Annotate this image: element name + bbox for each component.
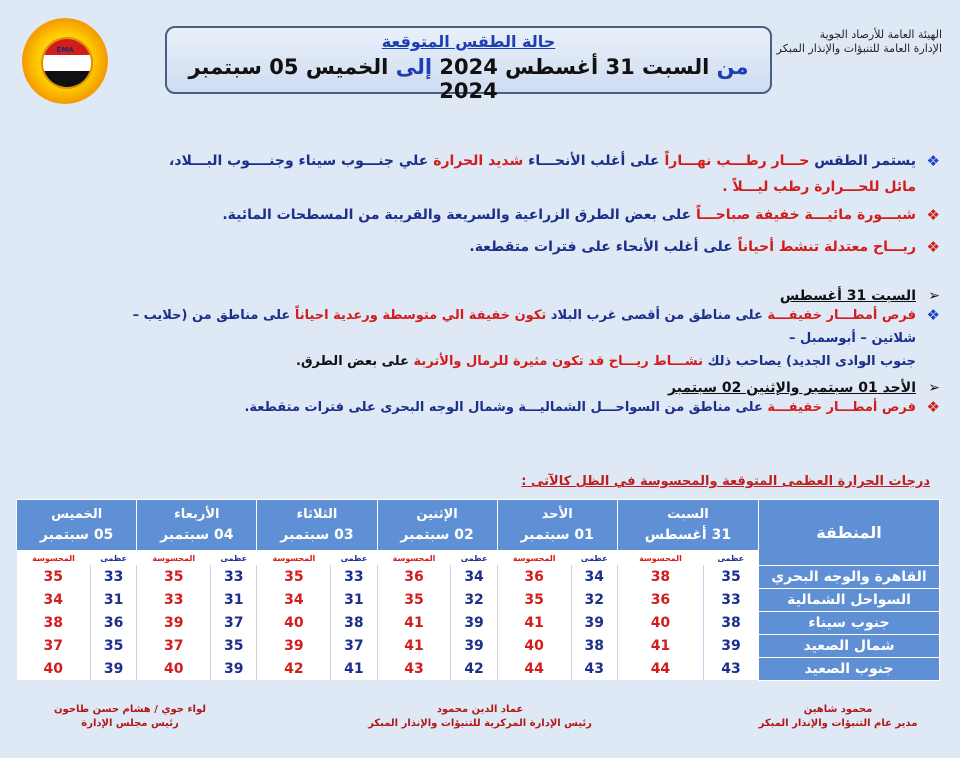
region-name: جنوب سيناء — [759, 611, 940, 634]
day1-rain — [100, 304, 940, 373]
text: على أغلب الأنحاء على فترات متقطعة. — [469, 239, 733, 255]
feel-temp-cell: 44 — [617, 657, 703, 680]
max-label: عظمى — [331, 551, 377, 566]
day2-rain — [100, 396, 940, 419]
signature-2 — [330, 703, 630, 731]
signature-role: رئيس مجلس الإدارة — [81, 718, 179, 729]
day-header — [377, 500, 497, 551]
max-temp-cell: 35 — [211, 634, 257, 657]
region-header: المنطقة — [759, 500, 940, 566]
text: على مناطق من أقصى غرب البلاد — [550, 308, 763, 323]
region-name: شمال الصعيد — [759, 634, 940, 657]
region-name: السواحل الشمالية — [759, 588, 940, 611]
feel-temp-cell: 33 — [137, 588, 211, 611]
feel-temp-cell: 41 — [377, 611, 451, 634]
day-date: 05 سبتمبر — [39, 527, 114, 543]
max-temp-cell: 39 — [451, 634, 497, 657]
feel-temp-cell: 36 — [377, 565, 451, 588]
max-temp-cell: 43 — [704, 657, 759, 680]
text: على بعض الطرق. — [296, 354, 409, 369]
max-temp-cell: 34 — [451, 565, 497, 588]
agency-name: الهيئة العامة للأرصاد الجوية — [819, 28, 942, 41]
table-row — [17, 565, 940, 588]
table-row — [17, 611, 940, 634]
feel-temp-cell: 36 — [617, 588, 703, 611]
feel-label: المحسوسة — [257, 551, 331, 566]
feel-temp-cell: 35 — [377, 588, 451, 611]
text: يستمر الطقس — [814, 153, 916, 169]
max-temp-cell: 38 — [331, 611, 377, 634]
feel-temp-cell: 34 — [17, 588, 91, 611]
day1-heading — [100, 288, 940, 304]
day2-heading — [100, 380, 940, 396]
arrow-bullet-icon: ➢ — [928, 288, 940, 304]
day2-section — [100, 380, 940, 419]
table-row — [17, 588, 940, 611]
feel-temp-cell: 35 — [17, 565, 91, 588]
range-end: الخميس 05 سبتمبر 2024 — [188, 55, 498, 103]
feel-temp-cell: 44 — [497, 657, 571, 680]
max-temp-cell: 31 — [211, 588, 257, 611]
diamond-bullet-icon: ❖ — [926, 398, 940, 416]
day-header — [137, 500, 257, 551]
text: تكون خفيفة الي متوسطة ورعدية احياناً — [294, 308, 547, 323]
agency-department: الإدارة العامة للتنبؤات والإنذار المبكر — [776, 42, 942, 55]
signature-role: مدير عام التنبؤات والإنذار المبكر — [758, 718, 918, 729]
feel-temp-cell: 35 — [497, 588, 571, 611]
bullet-wind — [100, 234, 940, 260]
text: ريـــاح معتدلة تنشط أحياناً — [737, 239, 916, 255]
text: جنوب الوادى الجديد) يصاحب ذلك — [707, 354, 916, 369]
diamond-bullet-icon: ❖ — [926, 306, 940, 324]
range-start: السبت 31 أغسطس 2024 — [439, 55, 710, 79]
max-label: عظمى — [571, 551, 617, 566]
feel-temp-cell: 43 — [377, 657, 451, 680]
bullet-heat — [100, 148, 940, 200]
feel-temp-cell: 38 — [617, 565, 703, 588]
max-temp-cell: 33 — [211, 565, 257, 588]
day-name: الثلاثاء — [296, 507, 338, 522]
signature-name: لواء جوي / هشام حسن طاحون — [53, 704, 207, 715]
text: على بعض الطرق الزراعية والسريعة والقريبة من المسطحات المائية. — [222, 207, 692, 223]
max-temp-cell: 39 — [571, 611, 617, 634]
max-temp-cell: 37 — [331, 634, 377, 657]
day-name: الإثنين — [416, 507, 458, 522]
table-row — [17, 657, 940, 680]
max-temp-cell: 31 — [91, 588, 137, 611]
max-temp-cell: 43 — [571, 657, 617, 680]
feel-temp-cell: 36 — [497, 565, 571, 588]
text: علي جنـــوب سيناء وجنــــوب البـــلاد، — [169, 153, 429, 169]
day-date: 02 سبتمبر — [400, 527, 474, 543]
feel-temp-cell: 39 — [137, 611, 211, 634]
max-label: عظمى — [451, 551, 497, 566]
feel-temp-cell: 42 — [257, 657, 331, 680]
day-name: الأحد — [541, 507, 573, 522]
general-forecast — [100, 148, 940, 260]
feel-label: المحسوسة — [137, 551, 211, 566]
max-temp-cell: 42 — [451, 657, 497, 680]
max-temp-cell: 34 — [571, 565, 617, 588]
feel-label: المحسوسة — [17, 551, 91, 566]
day-date: 31 أغسطس — [644, 527, 732, 543]
max-label: عظمى — [91, 551, 137, 566]
max-temp-cell: 39 — [704, 634, 759, 657]
text: مائل للحـــرارة رطب ليـــلاً . — [722, 179, 916, 195]
max-temp-cell: 33 — [331, 565, 377, 588]
day-header — [257, 500, 377, 551]
date-range — [167, 55, 770, 103]
bullet-fog — [100, 202, 940, 228]
logo-flag — [41, 37, 93, 89]
region-name: جنوب الصعيد — [759, 657, 940, 680]
feel-temp-cell: 41 — [377, 634, 451, 657]
feel-temp-cell: 35 — [257, 565, 331, 588]
max-temp-cell: 38 — [571, 634, 617, 657]
feel-temp-cell: 39 — [257, 634, 331, 657]
table-caption: درجات الحرارة العظمى المتوقعة والمحسوسة في الظل كالآتى : — [521, 474, 930, 489]
text: على أغلب الأنحـــاء — [528, 153, 660, 169]
feel-temp-cell: 34 — [257, 588, 331, 611]
max-temp-cell: 39 — [451, 611, 497, 634]
temperature-table — [16, 499, 940, 681]
range-connector: إلى — [395, 55, 433, 79]
max-label: عظمى — [211, 551, 257, 566]
max-temp-cell: 41 — [331, 657, 377, 680]
feel-temp-cell: 40 — [137, 657, 211, 680]
diamond-bullet-icon: ❖ — [926, 206, 940, 224]
text: على مناطق من (حلايب – شلاتين – أبوسمبل – — [132, 308, 916, 346]
text: حـــار رطـــب نهـــاراً — [664, 153, 810, 169]
max-temp-cell: 36 — [91, 611, 137, 634]
max-temp-cell: 35 — [91, 634, 137, 657]
text: السبت 31 أغسطس — [779, 288, 916, 304]
feel-temp-cell: 41 — [497, 611, 571, 634]
signature-name: محمود شاهين — [803, 704, 873, 715]
feel-label: المحسوسة — [497, 551, 571, 566]
signature-name: عماد الدين محمود — [436, 704, 524, 715]
arrow-bullet-icon: ➢ — [928, 380, 940, 396]
signature-role: رئيس الإدارة المركزية للتنبؤات والإنذار المبكر — [368, 718, 592, 729]
max-label: عظمى — [704, 551, 759, 566]
day-header — [617, 500, 758, 551]
diamond-bullet-icon: ❖ — [926, 238, 940, 256]
feel-temp-cell: 40 — [257, 611, 331, 634]
day-header — [17, 500, 137, 551]
max-temp-cell: 33 — [91, 565, 137, 588]
feel-label: المحسوسة — [377, 551, 451, 566]
feel-temp-cell: 40 — [617, 611, 703, 634]
text: فرص أمطـــار خفيفـــة — [767, 308, 916, 323]
feel-temp-cell: 40 — [17, 657, 91, 680]
max-temp-cell: 32 — [451, 588, 497, 611]
feel-temp-cell: 37 — [17, 634, 91, 657]
day-date: 04 سبتمبر — [160, 527, 234, 543]
table-row — [17, 634, 940, 657]
agency-header — [777, 28, 942, 56]
max-temp-cell: 39 — [91, 657, 137, 680]
title-box — [165, 26, 772, 103]
day-name: الأربعاء — [174, 507, 220, 522]
text: شبـــورة مائيـــة خفيفة صباحـــاً — [696, 207, 916, 223]
region-name: القاهرة والوجه البحري — [759, 565, 940, 588]
feel-temp-cell: 40 — [497, 634, 571, 657]
day-header — [497, 500, 617, 551]
feel-label: المحسوسة — [617, 551, 703, 566]
text: الأحد 01 سبتمبر والإثنين 02 سبتمبر — [668, 380, 916, 396]
max-temp-cell: 35 — [704, 565, 759, 588]
max-temp-cell: 31 — [331, 588, 377, 611]
max-temp-cell: 32 — [571, 588, 617, 611]
page-title: حالة الطقس المتوقعة — [381, 32, 556, 51]
max-temp-cell: 37 — [211, 611, 257, 634]
max-temp-cell: 38 — [704, 611, 759, 634]
feel-temp-cell: 37 — [137, 634, 211, 657]
max-temp-cell: 33 — [704, 588, 759, 611]
feel-temp-cell: 41 — [617, 634, 703, 657]
range-prefix: من — [716, 55, 749, 79]
day-name: السبت — [667, 507, 709, 522]
logo-text: EMA — [56, 46, 74, 54]
diamond-bullet-icon: ❖ — [926, 152, 940, 170]
signature-3 — [30, 703, 230, 731]
text: نشـــاط ريـــاح قد تكون مثيرة للرمال والأتربة — [413, 354, 704, 369]
day-date: 01 سبتمبر — [520, 527, 594, 543]
text: شديد الحرارة — [433, 153, 524, 169]
day-name: الخميس — [51, 507, 103, 522]
signature-1 — [738, 703, 938, 731]
max-temp-cell: 39 — [211, 657, 257, 680]
ema-logo-icon — [22, 18, 108, 104]
text: فرص أمطـــار خفيفـــة — [767, 400, 916, 415]
feel-temp-cell: 38 — [17, 611, 91, 634]
day1-section — [100, 288, 940, 373]
day-date: 03 سبتمبر — [280, 527, 354, 543]
text: على مناطق من السواحـــل الشماليـــة وشمال الوجه البحرى على فترات متقطعة. — [244, 400, 763, 415]
feel-temp-cell: 35 — [137, 565, 211, 588]
